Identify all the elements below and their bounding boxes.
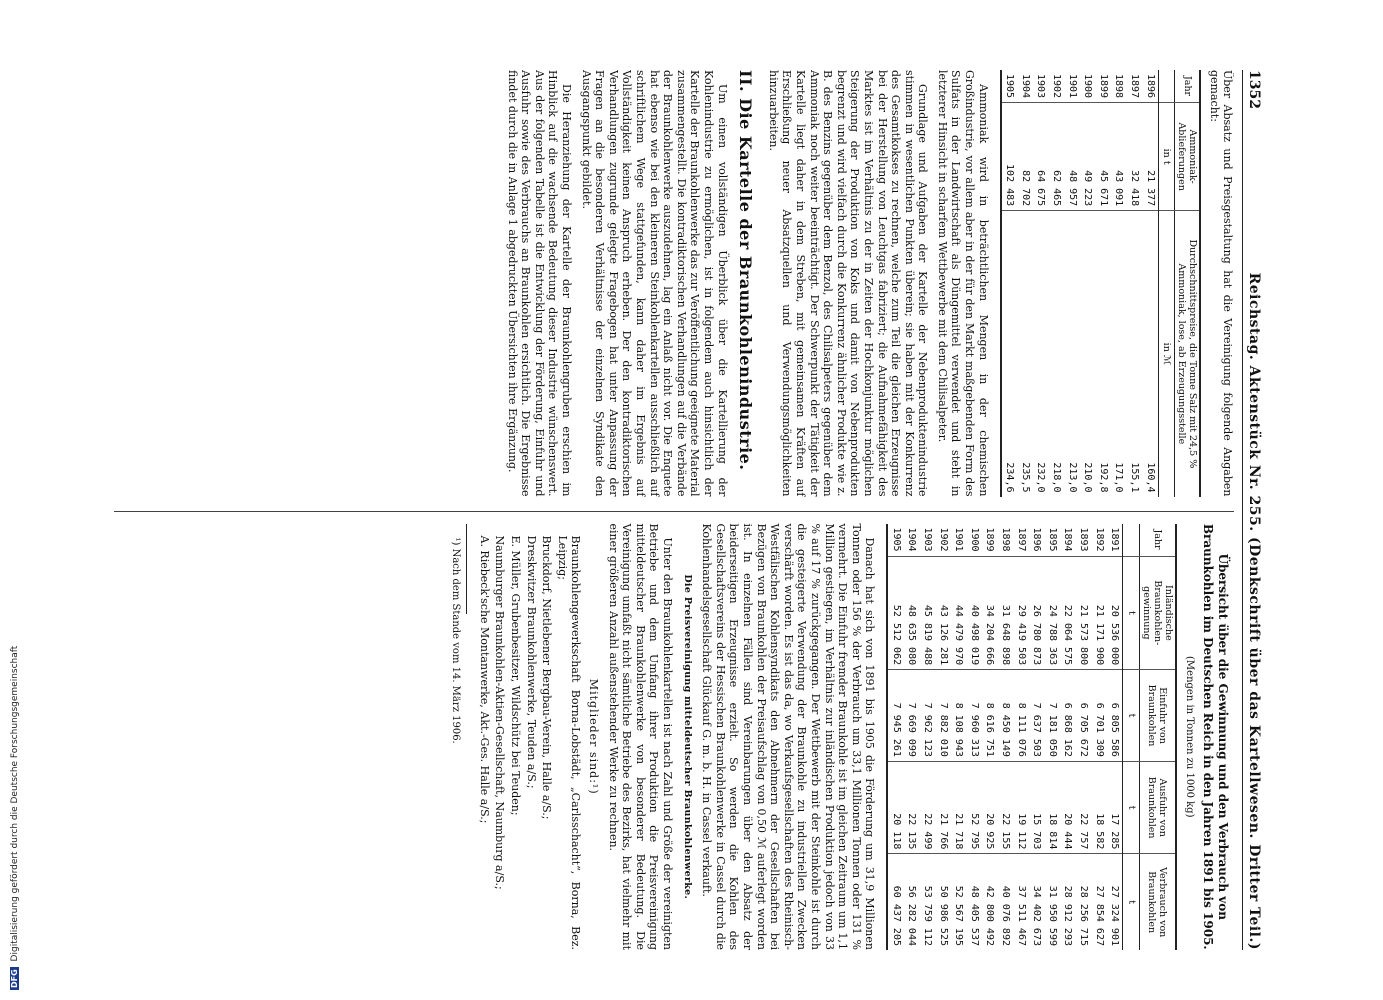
value-cell: 45 819 488 [920, 556, 936, 670]
table-header: Ammoniak-Ablieferungen [1175, 103, 1201, 211]
value-cell: 213,0 [1064, 211, 1080, 497]
unit-cell: t [1123, 761, 1140, 853]
value-cell: 22 757 [1075, 761, 1091, 853]
table-row [1107, 524, 1123, 951]
value-cell: 22 499 [920, 761, 936, 853]
value-cell: 171,0 [1111, 211, 1127, 497]
value-cell: 32 418 [1126, 103, 1142, 211]
paragraph: Danach hat sich von 1891 bis 1905 die Förderung um 31,9 Millionen Tonnen oder 156 % der Verbrauch um 33,1 Millionen Tonnen oder 131 % vermehrt. Die Einfuhr fremder Braunkohle ist im gleichen Zeitraum um 1,1 Million gestiegen, im Verhältnis zur inländischen Produktion jedoch von 33 % auf 17 % zurückgegangen. Der Wettbewerb mit der Steinkohle ist durch die gesteigerte Verwendung der Braunkohle zu industriellen Zwecken verschärft worden. Es ist das da, wo Verkaufsgesellschaften des Rheinisch-Westfälischen Kohlensyndikats den Abnehmern der Gesellschaften bei Bezügen von Braunkohlen der Preisaufschlag von 0,50 ℳ auferlegt worden ist. In einzelnen Fällen sind Vereinbarungen über den Absatz der beiderseitigen Erzeugnisse erzielt. So werden die Kohlen des Gesellschaftsvereins der Hessischen Braunkohlenwerke in Cassel durch die Kohlenhandelsgesellschaft Glückauf G. m. b. H. in Cassel verkauft. [700, 523, 877, 950]
value-cell: 6 701 309 [1091, 670, 1107, 762]
year-cell: 1902 [937, 527, 949, 552]
table-row [1142, 70, 1158, 497]
table-header: Ausfuhr von Braunkohlen [1139, 761, 1176, 853]
table-row [1060, 524, 1076, 951]
value-cell: 8 111 076 [1013, 670, 1029, 762]
year-cell: 1897 [1015, 527, 1027, 552]
year-cell: 1905 [1004, 74, 1016, 99]
value-cell: 6 868 162 [1060, 670, 1076, 762]
footnote-rule [466, 524, 467, 614]
paragraph: Unter den Braunkohlenkartellen ist nach Zahl und Größe der vereinigten Betriebe und dem Umfang ihrer Produktion die Preisvereinigung mitteldeutscher Braunkohlenwerke von besonderer Bedeutung. Die Vereinigung umfaßt nicht sämtliche Betriebe des Bezirks, hat vielmehr mit einer größeren Anzahl außenstehender Werke zu rechnen. [606, 523, 674, 950]
table-header: Verbrauch von Braunkohlen [1139, 854, 1176, 950]
right-column [114, 511, 1234, 951]
value-cell: 82 702 [1017, 103, 1033, 211]
members-list [477, 524, 582, 951]
value-cell: 22 135 [904, 761, 920, 853]
table-row [966, 524, 982, 951]
table-row [982, 524, 998, 951]
value-cell: 45 671 [1095, 103, 1111, 211]
year-cell: 1898 [1113, 74, 1125, 99]
unit-cell: in t [1158, 103, 1175, 211]
table-row [951, 524, 967, 951]
year-cell: 1904 [906, 527, 918, 552]
table-row [1111, 70, 1127, 497]
value-cell: 31 950 599 [1044, 854, 1060, 950]
value-cell: 48 405 537 [966, 854, 982, 950]
member-item: Braunkohlengewerkschaft Borna-Lobstädt, „Carlsschacht“, Borna, Bez. Leipzig; [555, 535, 583, 950]
value-cell: 43 126 281 [935, 556, 951, 670]
value-cell: 102 483 [1001, 103, 1018, 211]
value-cell: 28 256 715 [1075, 854, 1091, 950]
table-row [887, 524, 904, 951]
year-cell: 1899 [1097, 74, 1109, 99]
member-item: Naumburger Braunkohlen-Aktien-Gesellschaft, Naumburg a/S.; [493, 535, 507, 890]
value-cell: 27 324 901 [1107, 854, 1123, 950]
digitization-credit-text: Digitalisierung gefördert durch die Deutsche Forschungsgemeinschaft [10, 645, 20, 962]
table-row [904, 524, 920, 951]
value-cell: 235,5 [1017, 211, 1033, 497]
table-subtitle: (Mengen in Tonnen zu 1000 kg) [1184, 656, 1196, 818]
member-item: A. Riebeck'sche Montanwerke, Akt.-Ges. Halle a/S.; [477, 535, 491, 824]
value-cell: 26 780 873 [1029, 556, 1045, 670]
table-row [1095, 70, 1111, 497]
member-item: E. Müller, Grubenbesitzer, Wildschütz bei Teuden; [509, 535, 523, 816]
value-cell: 210,0 [1080, 211, 1096, 497]
dfg-logo: DFG [10, 969, 19, 988]
value-cell: 7 945 261 [887, 670, 904, 762]
value-cell: 8 108 943 [951, 670, 967, 762]
page-title: Reichstag. Aktenstück Nr. 255. (Denkschrift über das Kartellwesen. Dritter Teil.) [1246, 272, 1262, 950]
value-cell: 50 986 525 [935, 854, 951, 950]
value-cell: 64 675 [1033, 103, 1049, 211]
value-cell: 37 511 467 [1013, 854, 1029, 950]
value-cell: 18 582 [1091, 761, 1107, 853]
unit-cell: t [1123, 556, 1140, 670]
rotated-page-content [40, 60, 1270, 960]
year-cell: 1898 [1000, 527, 1012, 552]
table-row [1048, 70, 1064, 497]
year-cell: 1901 [1066, 74, 1078, 99]
value-cell: 21 171 900 [1091, 556, 1107, 670]
value-cell: 21 766 [935, 761, 951, 853]
value-cell: 192,8 [1095, 211, 1111, 497]
value-cell: 7 669 099 [904, 670, 920, 762]
table-row [1091, 524, 1107, 951]
value-cell: 18 814 [1044, 761, 1060, 853]
paragraph: Die Heranziehung der Kartelle der Braunkohlengruben erschien im Hinblick auf die wachsende Bedeutung dieser Industrie wünschenswert. Aus der folgenden Tabelle ist die Entwicklung der Förderung, Einfuhr und Ausfuhr sowie des Verbrauchs an Braunkohlen ersichtlich. Die Ergebnisse findet durch die in Anlage 1 abgedruckten Übersichten ihre Ergänzung. [505, 70, 574, 497]
footnote: ¹) Nach dem Stande vom 14. März 1906. [450, 537, 462, 744]
table-row [997, 524, 1013, 951]
value-cell: 20 536 000 [1107, 556, 1123, 670]
table-row [920, 524, 936, 951]
value-cell: 7 962 123 [920, 670, 936, 762]
member-item: Bruckdorf, Nietlebener Bergbau-Verein, Halle a/S.; [540, 535, 554, 820]
members-heading: Mitglieder sind:¹) [587, 678, 601, 795]
year-cell: 1892 [1093, 527, 1105, 552]
year-cell: 1901 [953, 527, 965, 552]
table-header: Durchschnittspreise, die Tonne Salz mit 24,5 % Ammoniak, lose, ab Erzeugungsstelle [1175, 211, 1201, 497]
value-cell: 53 759 112 [920, 854, 936, 950]
table-title: Übersicht über die Gewinnung und den Verbrauch von Braunkohlen im Deutschen Reich in den Jahren 1891 bis 1905. [1201, 523, 1231, 950]
year-cell: 1897 [1129, 74, 1141, 99]
table-row [1029, 524, 1045, 951]
value-cell: 160,4 [1142, 211, 1158, 497]
table-row [1075, 524, 1091, 951]
ammonia-table [1000, 70, 1202, 497]
value-cell: 232,0 [1033, 211, 1049, 497]
unit-cell: in ℳ [1158, 211, 1175, 497]
digitization-credit [0, 0, 20, 1000]
value-cell: 60 437 205 [887, 854, 904, 950]
value-cell: 40 498 019 [966, 556, 982, 670]
value-cell: 28 912 293 [1060, 854, 1076, 950]
table-header: Jahr [1181, 75, 1193, 97]
value-cell: 15 703 [1029, 761, 1045, 853]
value-cell: 7 637 503 [1029, 670, 1045, 762]
value-cell: 40 076 892 [997, 854, 1013, 950]
value-cell: 22 155 [997, 761, 1013, 853]
value-cell: 7 181 050 [1044, 670, 1060, 762]
year-cell: 1893 [1078, 527, 1090, 552]
value-cell: 56 282 044 [904, 854, 920, 950]
value-cell: 218,0 [1048, 211, 1064, 497]
table-row [1044, 524, 1060, 951]
lignite-table [886, 524, 1177, 951]
value-cell: 29 419 503 [1013, 556, 1029, 670]
value-cell: 44 479 970 [951, 556, 967, 670]
value-cell: 24 788 363 [1044, 556, 1060, 670]
value-cell: 17 285 [1107, 761, 1123, 853]
value-cell: 31 648 898 [997, 556, 1013, 670]
unit-cell: t [1123, 854, 1140, 950]
year-cell: 1894 [1062, 527, 1074, 552]
paragraph: Grundlage und Aufgaben der Kartelle der Nebenproduktenindustrie stimmen in wesentlichen Punkten überein; sie haben mit der Konkurrenz des Gesamtkokses zu rechnen, welche zum Teil die gleichen Erzeugnisse bei der Herstellung von Leuchtgas fabriziert; die Aufnahmefähigkeit des Marktes ist im Verhältnis zu der in Zeiten der Hochkonjunktur möglichen Steigerung der Produktion von Koks und damit von Nebenprodukten begrenzt und wird vielfach durch die Konkurrenz ähnlicher Produkte wie z. B. des Benzins gegenüber dem Benzol, des Chilisalpeters gegenüber dem Ammoniak noch weiter beeinträchtigt. Der Schwerpunkt der Tätigkeit der Kartelle liegt daher in dem Streben, mit gemeinsamen Kräften auf Erschließung neuer Absatzquellen und Verwendungsmöglichkeiten hinzuarbeiten. [766, 70, 930, 497]
member-item: Dreskwitzer Braunkohlenwerke, Teuden a/S.; [524, 535, 538, 789]
year-cell: 1900 [1082, 74, 1094, 99]
table-row [1064, 70, 1080, 497]
paragraph: Ammoniak wird in beträchtlichen Mengen in der chemischen Großindustrie, vor allem aber in der für den Markt maßgebenden Form des Sulfats in der Landwirtschaft als Düngemittel verwendet und steht in letzterer Hinsicht in scharfem Wettbewerbe mit dem Chilisalpeter. [935, 70, 990, 497]
year-cell: 1899 [984, 527, 996, 552]
value-cell: 34 402 673 [1029, 854, 1045, 950]
value-cell: 52 512 062 [887, 556, 904, 670]
page-number: 1352 [1246, 70, 1262, 109]
value-cell: 34 204 666 [982, 556, 998, 670]
table-header: Inländische Braunkohlen-gewinnung [1139, 556, 1176, 670]
value-cell: 48 635 080 [904, 556, 920, 670]
value-cell: 48 957 [1064, 103, 1080, 211]
value-cell: 52 567 195 [951, 854, 967, 950]
value-cell: 20 925 [982, 761, 998, 853]
value-cell: 43 091 [1111, 103, 1127, 211]
value-cell: 49 223 [1080, 103, 1096, 211]
value-cell: 6 705 672 [1075, 670, 1091, 762]
year-cell: 1896 [1031, 527, 1043, 552]
value-cell: 22 064 575 [1060, 556, 1076, 670]
table-row [1013, 524, 1029, 951]
page-header [1242, 70, 1260, 950]
value-cell: 19 112 [1013, 761, 1029, 853]
year-cell: 1895 [1046, 527, 1058, 552]
value-cell: 8 616 751 [982, 670, 998, 762]
value-cell: 20 444 [1060, 761, 1076, 853]
value-cell: 234,6 [1001, 211, 1018, 497]
subsection-heading: Die Preisvereinigung mitteldeutscher Braunkohlenwerke. [681, 574, 693, 900]
unit-cell [1158, 70, 1175, 103]
value-cell: 6 805 586 [1107, 670, 1123, 762]
value-cell: 21 718 [951, 761, 967, 853]
value-cell: 21 573 800 [1075, 556, 1091, 670]
table-header: Jahr [1151, 529, 1163, 550]
value-cell: 8 450 149 [997, 670, 1013, 762]
table-row [1001, 70, 1018, 497]
value-cell: 20 118 [887, 761, 904, 853]
unit-cell [1123, 524, 1140, 557]
table-row [1080, 70, 1096, 497]
year-cell: 1904 [1019, 74, 1031, 99]
value-cell: 21 377 [1142, 103, 1158, 211]
year-cell: 1891 [1109, 527, 1121, 552]
year-cell: 1903 [922, 527, 934, 552]
year-cell: 1900 [968, 527, 980, 552]
section-heading: II. Die Kartelle der Braunkohlenindustrie. [736, 70, 756, 471]
value-cell: 155,1 [1126, 211, 1142, 497]
value-cell: 27 854 627 [1091, 854, 1107, 950]
value-cell: 62 465 [1048, 103, 1064, 211]
left-column [114, 70, 1234, 497]
table-row [1017, 70, 1033, 497]
intro-text: Über Absatz und Preisgestaltung hat die Vereinigung folgende Angaben gemacht: [1207, 70, 1235, 497]
year-cell: 1902 [1051, 74, 1063, 99]
table-row [1033, 70, 1049, 497]
table-row [1126, 70, 1142, 497]
value-cell: 7 882 010 [935, 670, 951, 762]
unit-cell: t [1123, 670, 1140, 762]
table-header: Einfuhr von Braunkohlen [1139, 670, 1176, 762]
year-cell: 1903 [1035, 74, 1047, 99]
scanned-page [40, 60, 1270, 960]
paragraph: Um einen vollständigen Überblick über die Kartellierung der Kohlenindustrie zu ermöglichen, ist in folgendem auch hinsichtlich der Kartelle der Braunkohlenwerke das zur Veröffentlichung geeignete Material zusammengestellt. Die kontradiktorischen Verhandlungen auf die Verbände der Braunkohlenwerke auszudehnen, lag ein Anlaß nicht vor. Die Enquete hat ebenso wie bei den kleineren Steinkohlenkartellen ausschließlich auf schriftlichem Wege stattgefunden, kann daher im Ergebnis auf Vollständigkeit keinen Anspruch erheben. Der den kontradiktorischen Verhandlungen zugrunde gelegte Fragebogen hat unter Anpassung der Fragen an die besonderen Verhältnisse der einzelnen Syndikate den Ausgangspunkt gebildet. [579, 70, 729, 497]
table-row [935, 524, 951, 951]
year-cell: 1905 [890, 527, 902, 552]
year-cell: 1896 [1144, 74, 1156, 99]
value-cell: 7 960 313 [966, 670, 982, 762]
value-cell: 52 795 [966, 761, 982, 853]
value-cell: 42 800 492 [982, 854, 998, 950]
